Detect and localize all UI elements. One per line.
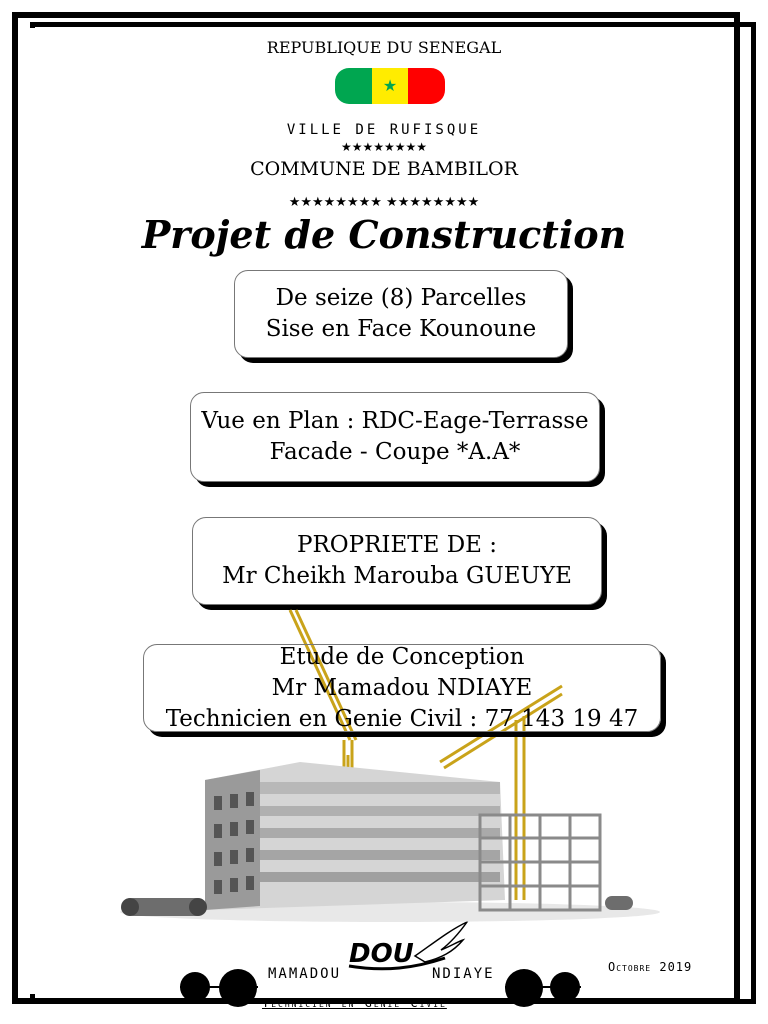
parcels-box	[234, 270, 568, 358]
footer-dot	[180, 972, 210, 1002]
box-line: Sise en Face Kounoune	[265, 316, 537, 342]
flag-green-band	[335, 68, 372, 104]
commune-heading: COMMUNE DE BAMBILOR	[250, 158, 518, 180]
box-line: De seize (8) Parcelles	[275, 285, 527, 311]
box-line: Vue en Plan : RDC-Eage-Terrasse	[201, 408, 589, 434]
box-line: Etude de Conception	[279, 643, 525, 670]
project-title: Projet de Construction	[141, 212, 627, 257]
building-icon	[205, 762, 600, 910]
footer-dot	[505, 969, 543, 1007]
author-first-name: MAMADOU	[268, 966, 342, 982]
box-line: Technicien en Genie Civil : 77 143 19 47	[165, 705, 639, 732]
flag-star-icon: ★	[382, 76, 398, 95]
star-divider-short: ★★★★★★★★	[340, 140, 428, 154]
box-line: Mr Cheikh Marouba GUEUYE	[222, 563, 572, 589]
designer-box	[143, 644, 661, 732]
republic-heading: REPUBLIQUE DU SENEGAL	[266, 38, 502, 57]
footer-dot	[550, 972, 580, 1002]
author-title: Technicien en Genie Civil	[262, 996, 447, 1010]
logo-text: DOU	[349, 939, 414, 969]
box-line: PROPRIETE DE :	[296, 532, 498, 558]
senegal-flag	[335, 68, 445, 104]
ville-heading: VILLE DE RUFISQUE	[286, 122, 482, 138]
star-divider-long: ★★★★★★★★ ★★★★★★★★	[288, 195, 480, 210]
author-last-name: NDIAYE	[432, 966, 495, 982]
flag-yellow-band	[372, 68, 409, 104]
footer-dot	[219, 969, 257, 1007]
flag-red-band	[408, 68, 445, 104]
document-date: Octobre 2019	[608, 960, 693, 974]
owner-box	[192, 517, 602, 605]
plan-views-box	[190, 392, 600, 482]
box-line: Mr Mamadou NDIAYE	[271, 674, 533, 701]
box-line: Facade - Coupe *A.A*	[269, 439, 521, 465]
